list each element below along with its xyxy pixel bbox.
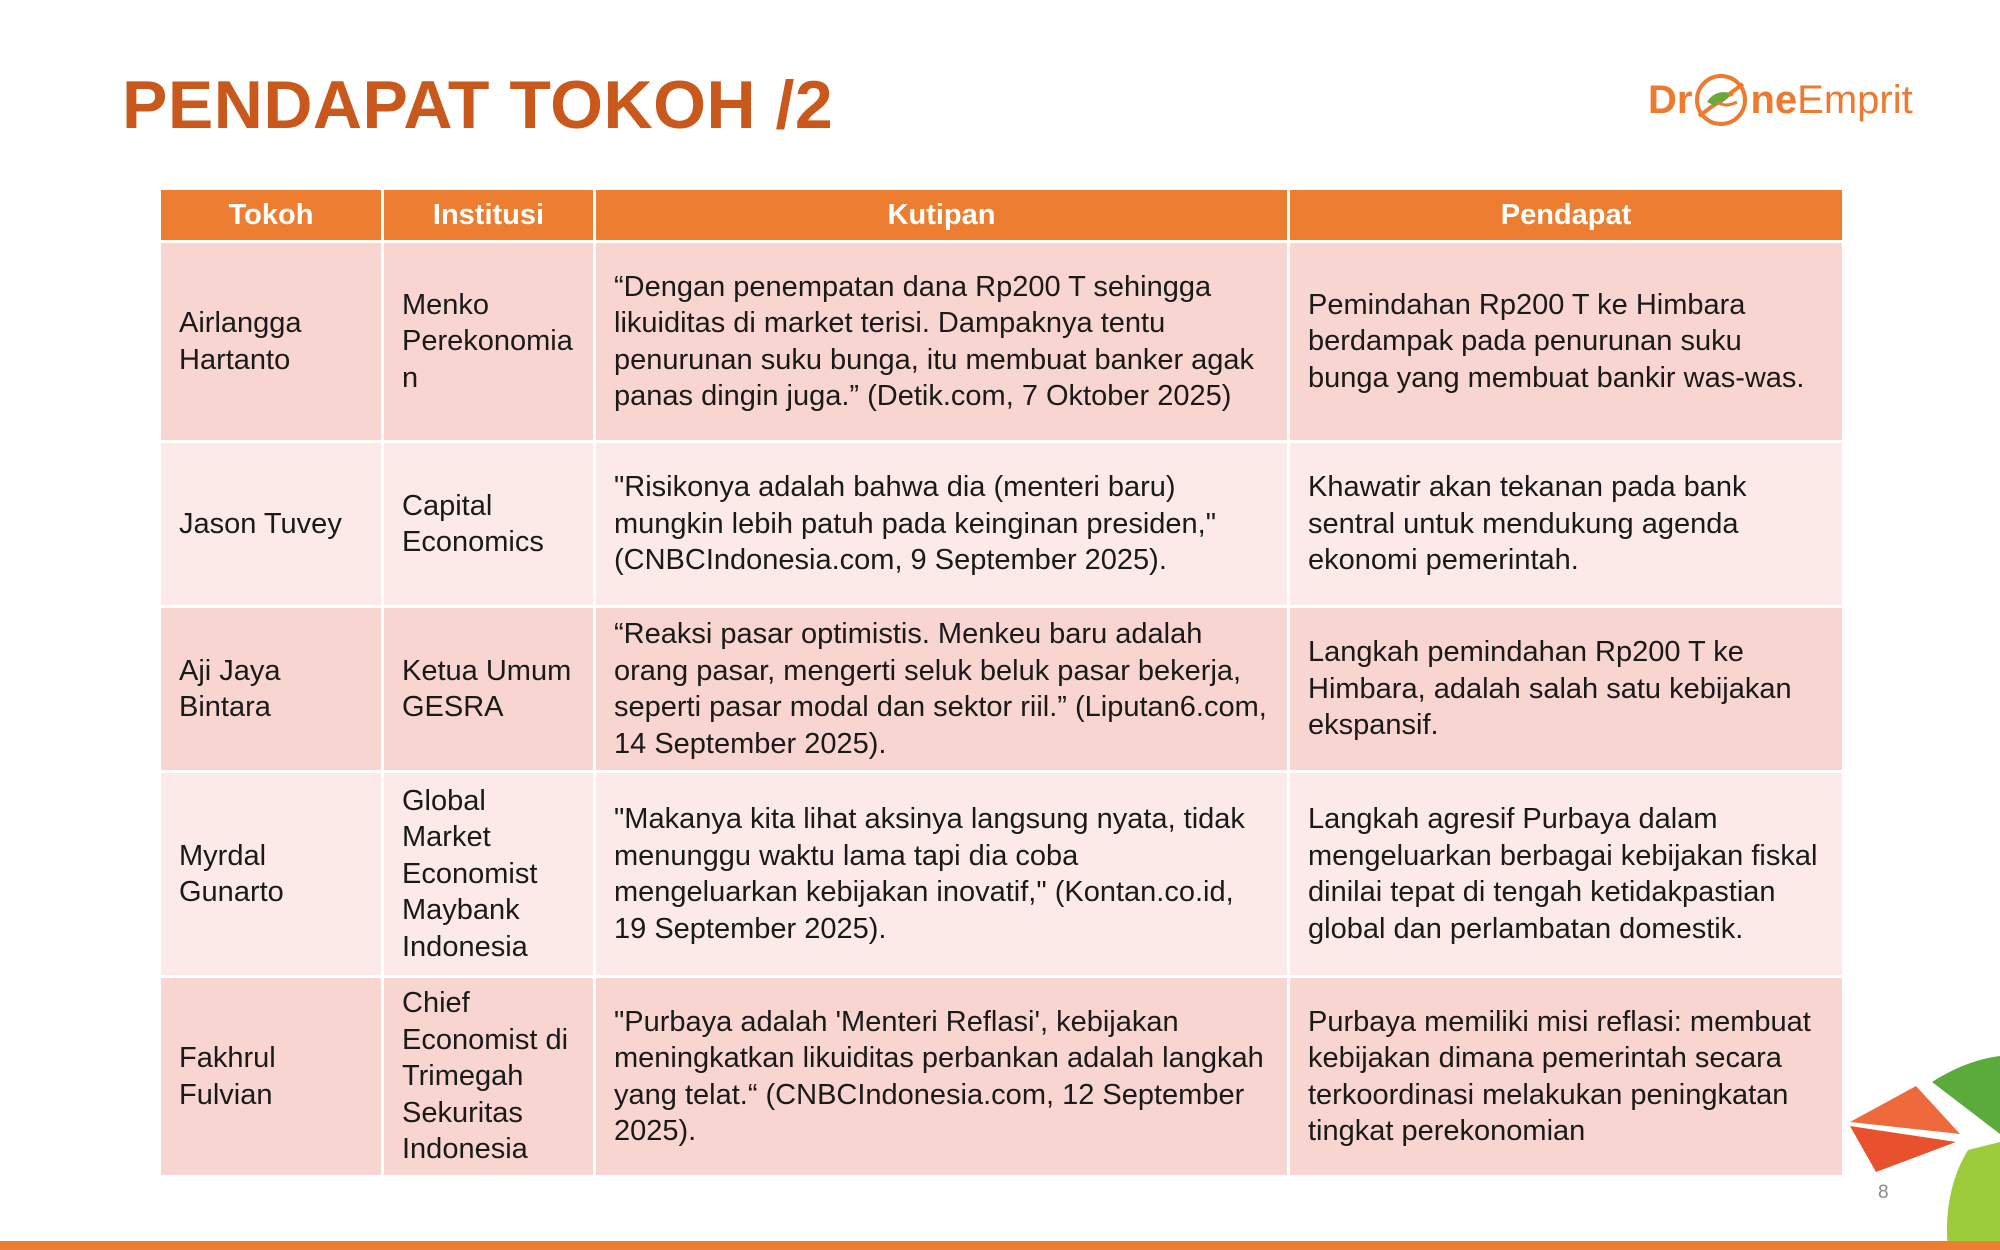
- logo-text-dr: Dr: [1648, 77, 1693, 122]
- bottom-accent-bar: [0, 1241, 2000, 1250]
- header-tokoh: Tokoh: [160, 189, 383, 242]
- cell-tokoh: Fakhrul Fulvian: [160, 977, 383, 1177]
- cell-pendapat: Langkah pemindahan Rp200 T ke Himbara, adalah salah satu kebijakan ekspansif.: [1289, 607, 1844, 772]
- table-row: [160, 242, 1844, 442]
- drone-emprit-logo: [1648, 72, 1913, 128]
- cell-tokoh: Aji Jaya Bintara: [160, 607, 383, 772]
- table-row: [160, 977, 1844, 1177]
- cell-institusi: Chief Economist di Trimegah Sekuritas Indonesia: [383, 977, 595, 1177]
- cell-kutipan: “Reaksi pasar optimistis. Menkeu baru adalah orang pasar, mengerti seluk beluk pasar bekerja, seperti pasar modal dan sektor riil.” (Liputan6.com, 14 September 2025).: [595, 607, 1289, 772]
- cell-kutipan: "Makanya kita lihat aksinya langsung nyata, tidak menunggu waktu lama tapi dia coba mengeluarkan kebijakan inovatif," (Kontan.co.id, 19 September 2025).: [595, 772, 1289, 977]
- cell-kutipan: "Risikonya adalah bahwa dia (menteri baru) mungkin lebih patuh pada keinginan presiden," (CNBCIndonesia.com, 9 September 2025).: [595, 442, 1289, 607]
- table-row: [160, 442, 1844, 607]
- table-header-row: [160, 189, 1844, 242]
- drone-bird-icon: [1693, 72, 1749, 128]
- cell-kutipan: "Purbaya adalah 'Menteri Reflasi', kebijakan meningkatkan likuiditas perbankan adalah langkah yang telat.“ (CNBCIndonesia.com, 12 September 2025).: [595, 977, 1289, 1177]
- logo-text-emprit: Emprit: [1797, 77, 1913, 122]
- table-row: [160, 607, 1844, 772]
- cell-pendapat: Khawatir akan tekanan pada bank sentral untuk mendukung agenda ekonomi pemerintah.: [1289, 442, 1844, 607]
- cell-pendapat: Purbaya memiliki misi reflasi: membuat kebijakan dimana pemerintah secara terkoordinasi melakukan peningkatan tingkat perekonomian: [1289, 977, 1844, 1177]
- leaf-decoration-icon: [1840, 1050, 2000, 1250]
- cell-kutipan: “Dengan penempatan dana Rp200 T sehingga likuiditas di market terisi. Dampaknya tentu penurunan suku bunga, itu membuat banker agak panas dingin juga.” (Detik.com, 7 Oktober 2025): [595, 242, 1289, 442]
- header-pendapat: Pendapat: [1289, 189, 1844, 242]
- logo-text-ne: ne: [1750, 77, 1798, 122]
- cell-tokoh: Jason Tuvey: [160, 442, 383, 607]
- table-row: [160, 772, 1844, 977]
- header-institusi: Institusi: [383, 189, 595, 242]
- cell-institusi: Global Market Economist Maybank Indonesia: [383, 772, 595, 977]
- opinion-table: [158, 187, 1845, 1178]
- cell-tokoh: Myrdal Gunarto: [160, 772, 383, 977]
- cell-institusi: Ketua Umum GESRA: [383, 607, 595, 772]
- page-number: 8: [1878, 1182, 1889, 1203]
- cell-institusi: Capital Economics: [383, 442, 595, 607]
- cell-pendapat: Langkah agresif Purbaya dalam mengeluarkan berbagai kebijakan fiskal dinilai tepat di tengah ketidakpastian global dan perlambatan domestik.: [1289, 772, 1844, 977]
- slide-title: PENDAPAT TOKOH /2: [122, 67, 834, 143]
- header-kutipan: Kutipan: [595, 189, 1289, 242]
- cell-tokoh: Airlangga Hartanto: [160, 242, 383, 442]
- cell-institusi: Menko Perekonomian: [383, 242, 595, 442]
- cell-pendapat: Pemindahan Rp200 T ke Himbara berdampak pada penurunan suku bunga yang membuat bankir was-was.: [1289, 242, 1844, 442]
